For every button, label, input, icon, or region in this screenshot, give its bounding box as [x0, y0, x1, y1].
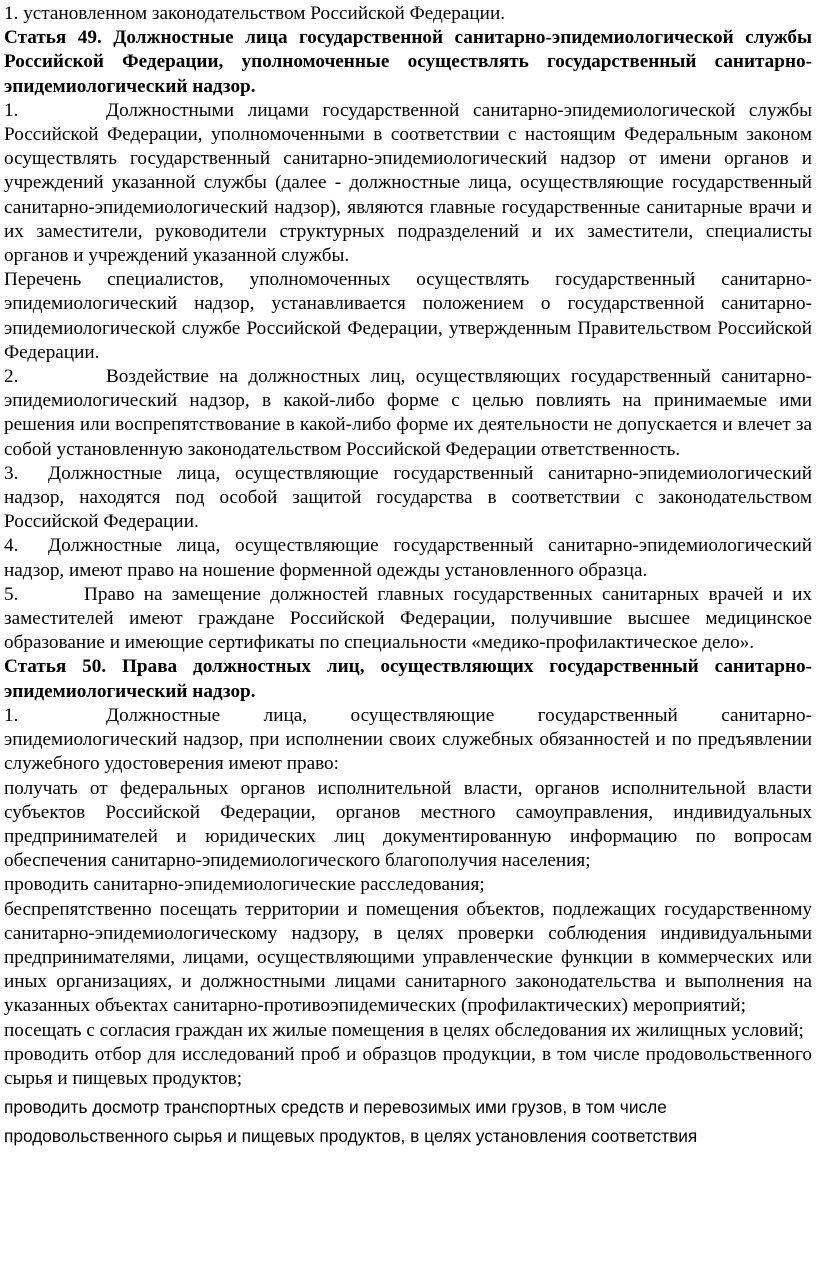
article-50-item-6: [4, 1093, 812, 1151]
article-49-paragraph-3: [4, 462, 812, 535]
article-49-paragraph-1-list: Перечень специалистов, уполномоченных осуществлять государственный санитарно-эпидемиологический надзор, устанавливается положением о государственной санитарно-эпидемиологической службе Российской Федерации, утвержденным Правительством Российской Федерации.: [4, 269, 812, 363]
paragraph-number: 4.: [4, 535, 19, 557]
article-50-item-5: проводить отбор для исследований проб и образцов продукции, в том числе продовольственного сырья и пищевых продуктов;: [4, 1043, 812, 1089]
paragraph-number: 1.: [4, 99, 19, 121]
paragraph-text: Воздействие на должностных лиц, осуществляющих государственный санитарно-эпидемиологический надзор, в какой-либо форме с целью повлиять на принимаемые ими решения или воспрепятствование в какой-либо форме их деятельности не допускается и влечет за собой установленную законодательством Российской Федерации ответственность.: [4, 366, 812, 460]
paragraph-number: 3.: [4, 462, 19, 484]
intro-line: 1. установленном законодательством Российской Федерации.: [4, 3, 506, 24]
article-49-paragraph-4: [4, 534, 812, 582]
article-49-paragraph-2: [4, 365, 812, 462]
paragraph-text: Право на замещение должностей главных государственных санитарных врачей и их заместителей имеют граждане Российской Федерации, получившие высшее медицинское образование и имеющие сертификаты по специальности «медико-профилактическое дело».: [4, 583, 812, 654]
article-50-item-3: беспрепятственно посещать территории и помещения объектов, подлежащих государственному санитарно-эпидемиологическому надзору, в целях проверки соблюдения индивидуальными предпринимателями, лицами, осуществляющими управленческие функции в коммерческих или иных организациях, и должностными лицами санитарного законодательства и выполнения на указанных объектах санитарно-противоэпидемических (профилактических) мероприятий;: [4, 898, 812, 1017]
article-50-heading: Статья 50. Права должностных лиц, осуществляющих государственный санитарно-эпидемиологический надзор.: [4, 656, 812, 702]
paragraph-text: Должностные лица, осуществляющие государственный санитарно-эпидемиологический надзор, находятся под особой защитой государства в соответствии с законодательством Российской Федерации.: [4, 462, 812, 533]
article-49-heading: Статья 49. Должностные лица государственной санитарно-эпидемиологической службы Российской Федерации, уполномоченные осуществлять государственный санитарно-эпидемиологический надзор.: [4, 27, 812, 97]
paragraph-number: 2.: [4, 366, 19, 388]
article-50-item-4: посещать с согласия граждан их жилые помещения в целях обследования их жилищных условий;: [4, 1019, 804, 1041]
paragraph-text: Должностными лицами государственной санитарно-эпидемиологической службы Российской Федерации, уполномоченными в соответствии с настоящим Федеральным законом осуществлять государственный санитарно-эпидемиологический надзор от имени органов и учреждений указанной службы (далее - должностные лица, осуществляющие государственный санитарно-эпидемиологический надзор), являются главные государственные санитарные врачи и их заместители, руководители структурных подразделений и их заместители, специалисты органов и учреждений указанной службы.: [4, 99, 812, 267]
article-50-paragraph-1: [4, 704, 812, 777]
item-6-line-2: продовольственного сырья и пищевых продуктов, в целях установления соответствия: [4, 1126, 698, 1147]
paragraph-text: Должностные лица, осуществляющие государственный санитарно-эпидемиологический надзор, при исполнении своих служебных обязанностей и по предъявлении служебного удостоверения имеют право:: [4, 704, 812, 775]
article-50-item-1: получать от федеральных органов исполнительной власти, органов исполнительной власти субъектов Российской Федерации, органов местного самоуправления, индивидуальных предпринимателей и юридических лиц документированную информацию по вопросам обеспечения санитарно-эпидемиологического благополучия населения;: [4, 777, 812, 872]
article-50-item-2: проводить санитарно-эпидемиологические расследования;: [4, 874, 485, 896]
paragraph-number: 1.: [4, 704, 19, 726]
article-49-paragraph-1: [4, 99, 812, 268]
paragraph-number: 5.: [4, 583, 19, 605]
item-6-line-1: проводить досмотр транспортных средств и перевозимых ими грузов, в том числе: [4, 1097, 667, 1118]
paragraph-text: Должностные лица, осуществляющие государственный санитарно-эпидемиологический надзор, имеют право на ношение форменной одежды установленного образца.: [4, 535, 812, 581]
article-49-paragraph-5: [4, 583, 812, 656]
